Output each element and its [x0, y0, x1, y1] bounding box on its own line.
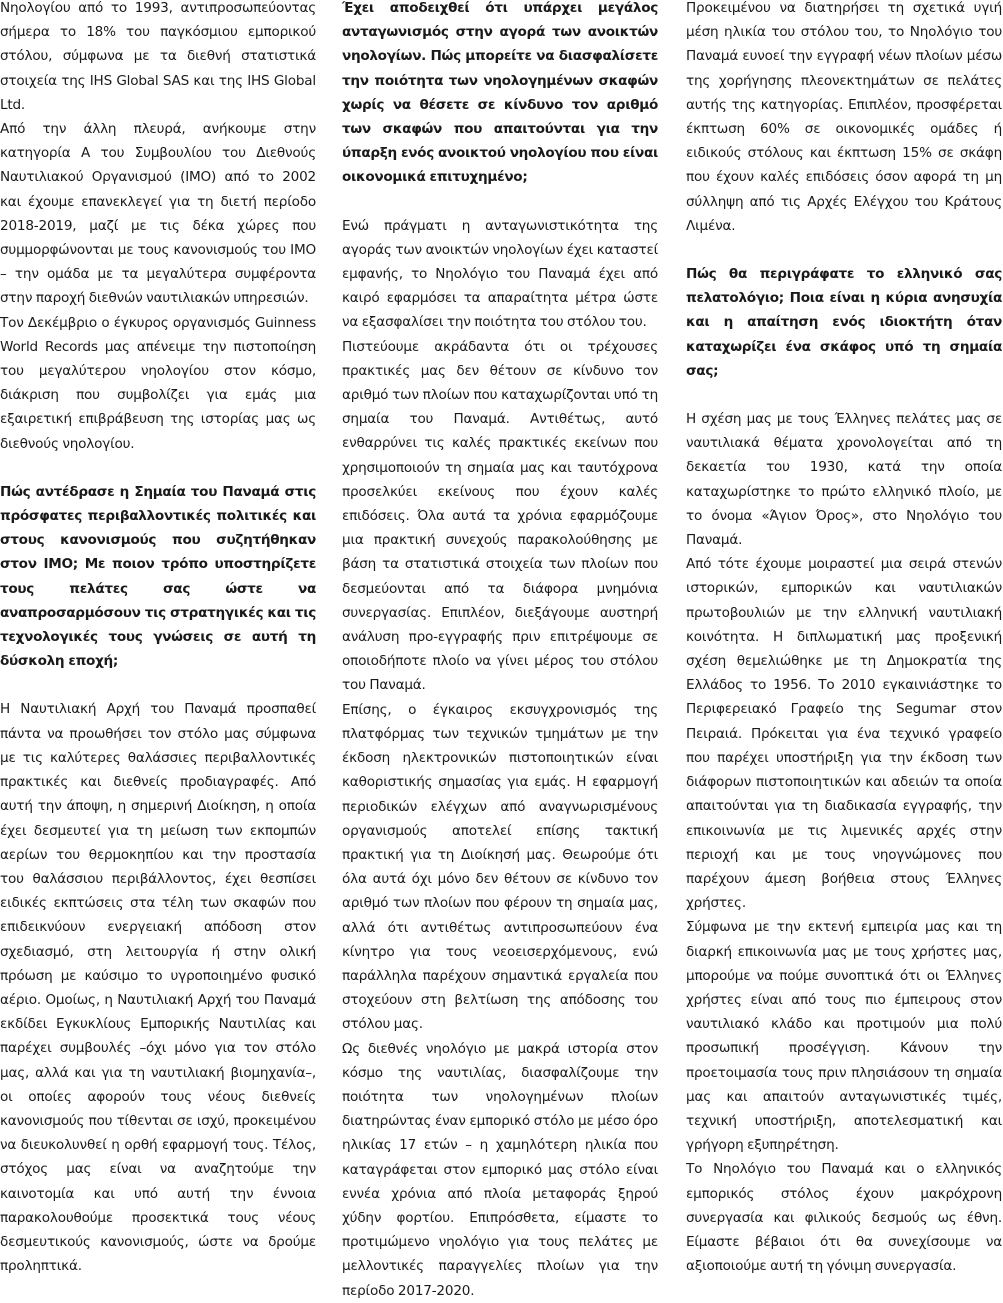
body-paragraph: Από τότε έχουμε μοιραστεί μια σειρά στενών ιστορικών, εμπορικών και ναυτιλιακών πρωτοβουλιών με την ελληνική ναυτιλιακή κοινότητα. Η διπλωματική μας προξενική σχέση θεμελιώθηκε με τη Δημοκρατία της Ελλάδος το 1956. Το 2010 εγκαινιάστηκε το Περιφερειακό Γραφείο της Segumar στον Πειραιά. Πρόκειται για ένα τεχνικό γραφείο που παρέχει υποστήριξη για την έκδοση των διάφορων πιστοποιητικών και αδειών τα οποία απαιτούνται για τη διαδικασία εγγραφής, την επικοινωνία με τις λιμενικές αρχές στην περιοχή και με τους νηογνώμονες που παρέχουν άμεση βοήθεια στους Έλληνες χρήστες. [686, 556, 1002, 912]
body-paragraph: Πιστεύουμε ακράδαντα ότι οι τρέχουσες πρακτικές μας δεν θέτουν σε κίνδυνο τον αριθμό των πλοίων που καταχωρίζονται υπό τη σημαία του Παναμά. Αντιθέτως, αυτό ενθαρρύνει τις καλές πρακτικές εκείνων που χρησιμοποιούν τη σημαία μας και ταυτόχρονα προσελκύει εκείνους που έχουν καλές επιδόσεις. Όλα αυτά τα χρόνια εφαρμόζουμε μια πρακτική συνεχούς παρακολούθησης με βάση τα στατιστικά στοιχεία των πλοίων που δεσμεύονται από τα διάφορα μνημόνια συνεργασίας. Επιπλέον, διεξάγουμε αυστηρή ανάλυση προ-εγγραφής πριν επιτρέψουμε σε οποιοδήποτε πλοίο να γίνει μέρος του στόλου του Παναμά. [342, 338, 658, 694]
body-paragraph: Επίσης, ο έγκαιρος εκσυγχρονισμός της πλατφόρμας των τεχνικών τμημάτων με την έκδοση ηλεκτρονικών πιστοποιητικών είναι καθοριστικής σημασίας για εμάς. Η εφαρμογή περιοδικών ελέγχων από αναγνωρισμένους οργανισμούς αποτελεί επίσης τακτική πρακτική για τη Διοίκησή μας. Θεωρούμε ότι όλα αυτά όχι μόνο δεν θέτουν σε κίνδυνο τον αριθμό των πλοίων που φέρουν τη σημαία μας, αλλά ότι αντιθέτως αντιπροσωπεύουν ένα κίνητρο για τους νεοεισερχόμενους, ενώ παράλληλα παρέχουν σημαντικά εργαλεία που στοχεύουν στη βελτίωση της απόδοσης του στόλου μας. [342, 701, 658, 1033]
body-paragraph: Ενώ πράγματι η ανταγωνιστικότητα της αγοράς των ανοικτών νηολογίων έχει καταστεί εμφανής, το Νηολόγιο του Παναμά έχει από καιρό εφαρμόσει τα απαραίτητα μέτρα ώστε να εξασφαλίσει την ποιότητα του στόλου του. [342, 217, 658, 331]
article-column-3 [686, 0, 1002, 1278]
interview-question: Πώς αντέδρασε η Σημαία του Παναμά στις πρόσφατες περιβαλλοντικές πολιτικές και στους κανονισμούς που συζητήθηκαν στον ΙΜΟ; Με ποιον τρόπο υποστηρίζετε τους πελάτες σας ώστε να αναπροσαρμόσουν τις στρατηγικές και τις τεχνολογικές τους γνώσεις σε αυτή τη δύσκολη εποχή; [0, 483, 316, 670]
body-paragraph: Από την άλλη πλευρά, ανήκουμε στην κατηγορία Α του Συμβουλίου του Διεθνούς Ναυτιλιακού Οργανισμού (IMO) από το 2002 και έχουμε επανεκλεγεί για τη διετή περίοδο 2018-2019, μαζί με τις δέκα χώρες που συμμορφώνονται με τους κανονισμούς του ΙΜΟ – την ομάδα με τα μεγαλύτερα συμφέροντα στην παροχή διεθνών ναυτιλιακών υπηρεσιών. [0, 121, 316, 307]
body-paragraph: Νηολογίου από το 1993, αντιπροσωπεύοντας σήμερα το 18% του παγκόσμιου εμπορικού στόλου, σύμφωνα με τα διεθνή στατιστικά στοιχεία της IHS Global SAS και της IHS Global Ltd. [0, 0, 316, 113]
article-column-2 [342, 0, 658, 1303]
article-column-1 [0, 0, 316, 1278]
interview-question: Έχει αποδειχθεί ότι υπάρχει μεγάλος ανταγωνισμός στην αγορά των ανοικτών νηολογίων. Πώς μπορείτε να διασφαλίσετε την ποιότητα των νηολογημένων σκαφών χωρίς να θέσετε σε κίνδυνο τον αριθμό των σκαφών που απαιτούνται για την ύπαρξη ενός ανοικτού νηολογίου που είναι οικονομικά επιτυχημένο; [342, 0, 659, 186]
body-paragraph: Ως διεθνές νηολόγιο με μακρά ιστορία στον κόσμο της ναυτιλίας, διασφαλίζουμε την ποιότητα των νηολογημένων πλοίων διατηρώντας έναν εμπορικό στόλο με μέσο όρο ηλικίας 17 ετών – η χαμηλότερη ηλικία που καταγράφεται στον εμπορικό μας στόλο είναι εννέα χρόνια από πλοία μεταφοράς ξηρού χύδην φορτίου. Επιπρόσθετα, είμαστε το προτιμώμενο νηολόγιο για τους πελάτες με μελλοντικές παραγγελίες πλοίων για την περίοδο 2017-2020. [342, 1040, 658, 1299]
body-paragraph: Σύμφωνα με την εκτενή εμπειρία μας και τη διαρκή επικοινωνία μας με τους χρήστες μας, μπορούμε να πούμε συνοπτικά ότι οι Έλληνες χρήστες είναι από τους πιο έμπειρους στον ναυτιλιακό κλάδο και προτιμούν μια πολύ προσωπική προσέγγιση. Κάνουν την προετοιμασία τους πριν πλησιάσουν τη σημαία μας και απαιτούν ανταγωνιστικές τιμές, τεχνική υποστήριξη, αποτελεσματική και γρήγορη εξυπηρέτηση. [686, 919, 1002, 1154]
body-paragraph: Η σχέση μας με τους Έλληνες πελάτες μας σε ναυτιλιακά θέματα χρονολογείται από τη δεκαετία του 1930, κατά την οποία καταχωρίστηκε το πρώτο ελληνικό πλοίο, με το όνομα «Άγιον Όρος», στο Νηολόγιο του Παναμά. [686, 411, 1002, 549]
body-paragraph: Το Νηολόγιο του Παναμά και ο ελληνικός εμπορικός στόλος έχουν μακρόχρονη συνεργασία και φιλικούς δεσμούς ως έθνη. Είμαστε βέβαιοι ότι θα συνεχίσουμε να αξιοποιούμε αυτή τη γόνιμη συνεργασία. [686, 1161, 1002, 1275]
interview-question: Πώς θα περιγράφατε το ελληνικό σας πελατολόγιο; Ποια είναι η κύρια ανησυχία και η απαίτηση ενός ιδιοκτήτη όταν καταχωρίζει ένα σκάφος υπό τη σημαία σας; [686, 266, 1002, 379]
body-paragraph: Η Ναυτιλιακή Αρχή του Παναμά προσπαθεί πάντα να προωθήσει τον στόλο μας σύμφωνα με τις καλύτερες θαλάσσιες περιβαλλοντικές πρακτικές και διεθνείς προδιαγραφές. Από αυτή την άποψη, η σημερινή Διοίκηση, η οποία έχει δεσμευτεί για τη μείωση των εκπομπών αερίων του θερμοκηπίου και την προστασία του θαλάσσιου περιβάλλοντος, έχει θεσπίσει ειδικές εκπτώσεις στα τέλη των σκαφών που επιδεικνύουν ενεργειακή απόδοση στον σχεδιασμό, στη λειτουργία ή στην ολική πρόωση με καύσιμο το υγροποιημένο φυσικό αέριο. Ομοίως, η Ναυτιλιακή Αρχή του Παναμά εκδίδει Εγκυκλίους Εμπορικής Ναυτιλίας και παρέχει συμβουλές –όχι μόνο για τον στόλο μας, αλλά και για τη ναυτιλιακή βιομηχανία–, οι οποίες αφορούν τους νέους διεθνείς κανονισμούς που τίθενται σε ισχύ, προκειμένου να διευκολυνθεί η ορθή εφαρμογή τους. Τέλος, στόχος μας είναι να αναζητούμε την καινοτομία και υπό αυτή την έννοια παρακολουθούμε προσεκτικά τους νέους δεσμευτικούς κανονισμούς, ώστε να δρούμε προληπτικά. [0, 701, 316, 1275]
body-paragraph: Προκειμένου να διατηρήσει τη σχετικά υγιή μέση ηλικία του στόλου του, το Νηολόγιο του Παναμά ευνοεί την εγγραφή νέων πλοίων μέσω της χορήγησης πλεονεκτημάτων σε πελάτες αυτής της κατηγορίας. Επιπλέον, προσφέρεται έκπτωση 60% σε οικονομικές ομάδες ή ειδικούς στόλους και έκπτωση 15% σε σκάφη που έχουν καλές επιδόσεις όσον αφορά τη μη σύλληψη από τις Αρχές Ελέγχου του Κράτους Λιμένα. [686, 0, 1002, 234]
body-paragraph: Τον Δεκέμβριο ο έγκυρος οργανισμός Guinness World Records μας απένειμε την πιστοποίηση του μεγαλύτερου νηολογίου στον κόσμο, διάκριση που συμβολίζει για εμάς μια εξαιρετική επιβράβευση της ιστορίας μας ως διεθνούς νηολογίου. [0, 314, 316, 452]
